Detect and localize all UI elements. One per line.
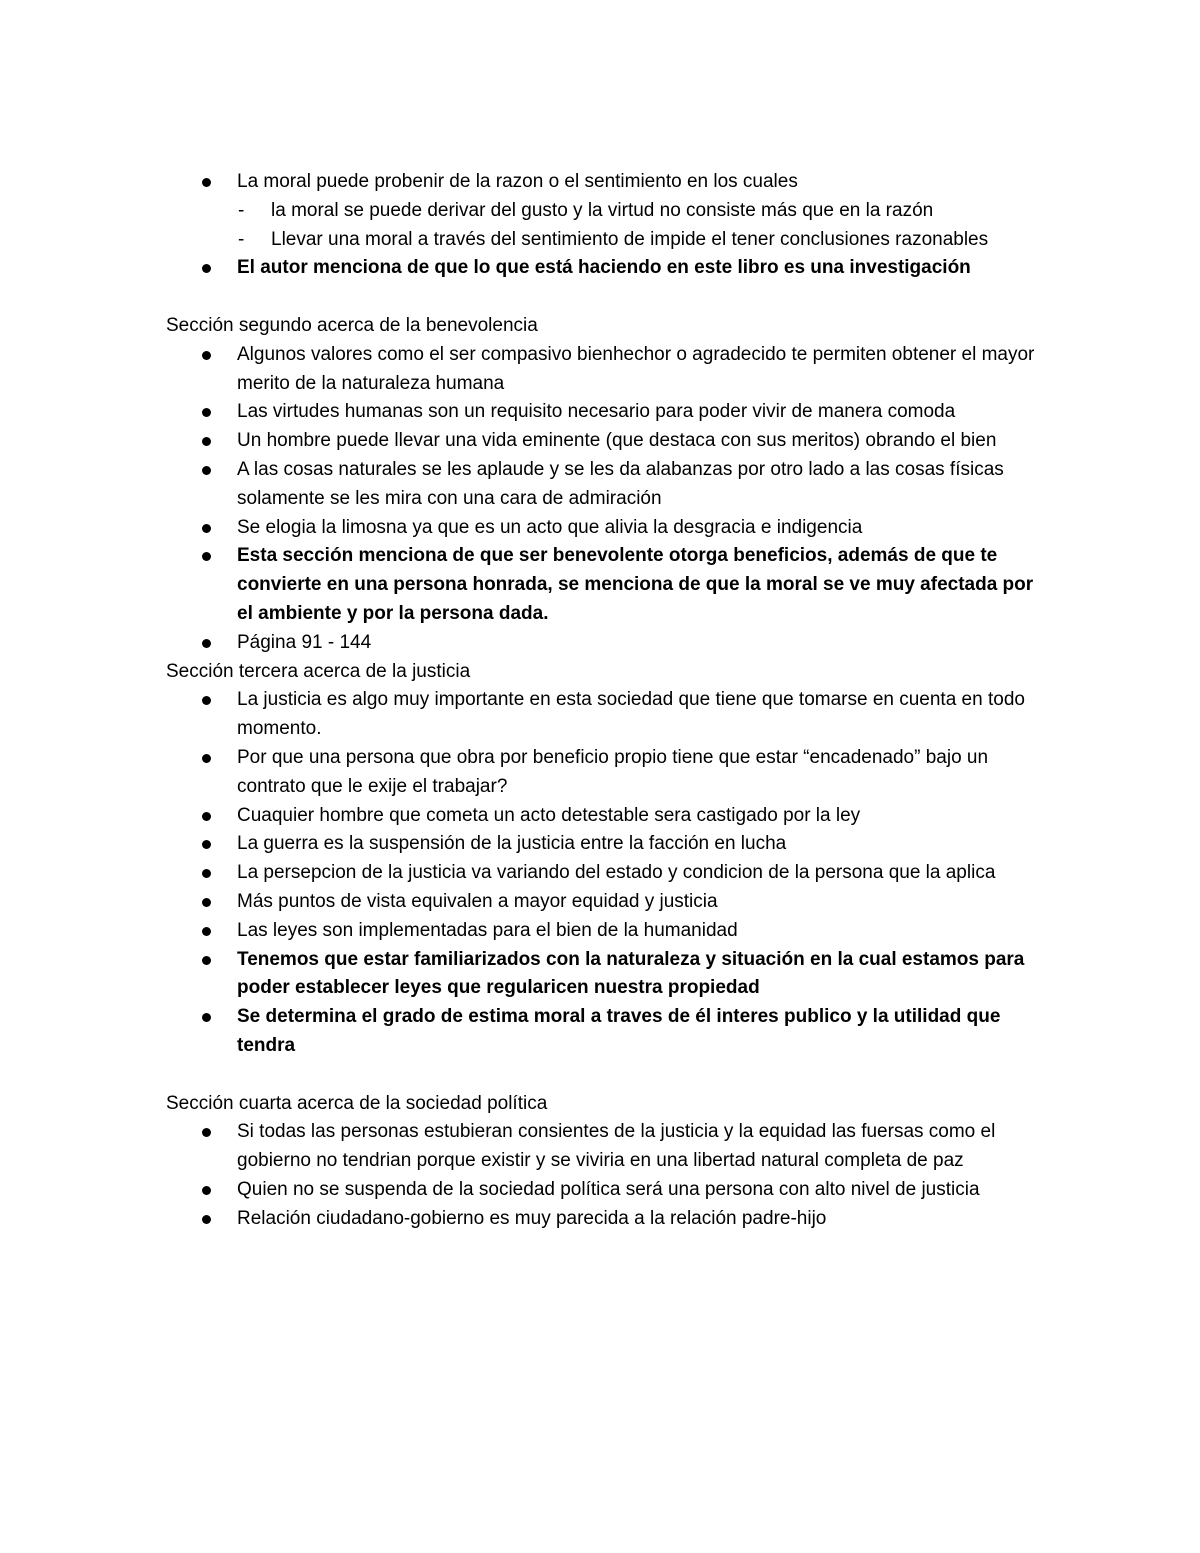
list-item-text: Se determina el grado de estima moral a traves de él interes publico y la utilidad que tendra <box>237 1006 1001 1056</box>
list-item-text: Un hombre puede llevar una vida eminente (que destaca con sus meritos) obrando el bien <box>237 430 997 452</box>
list-item <box>237 1176 1046 1205</box>
list-item <box>237 830 1046 859</box>
list-item <box>237 859 1046 888</box>
dash-marker: - <box>238 199 245 221</box>
list-item <box>237 254 1046 283</box>
list-item-text: Más puntos de vista equivalen a mayor equidad y justicia <box>237 890 718 912</box>
bullet-icon <box>202 639 211 648</box>
list-item-text: La persepcion de la justicia va variando del estado y condicion de la persona que la aplica <box>237 862 996 884</box>
list-item <box>237 802 1046 831</box>
list-item-text: Se elogia la limosna ya que es un acto que alivia la desgracia e indigencia <box>237 516 863 538</box>
list-item <box>237 946 1046 1004</box>
section-heading-justicia: Sección tercera acerca de la justicia <box>166 660 471 682</box>
list-item-text: Las leyes son implementadas para el bien de la humanidad <box>237 919 738 941</box>
list-item <box>237 629 1046 658</box>
bullet-icon <box>202 956 211 965</box>
list-item <box>237 427 1046 456</box>
list-item-text: La justicia es algo muy importante en esta sociedad que tiene que tomarse en cuenta en todo momento. <box>237 689 1025 740</box>
list-item-text: Cuaquier hombre que cometa un acto detestable sera castigado por la ley <box>237 804 861 826</box>
bullet-icon <box>202 264 211 273</box>
list-item-text: Las virtudes humanas son un requisito necesario para poder vivir de manera comoda <box>237 401 956 423</box>
list-item <box>237 917 1046 946</box>
list-item <box>237 888 1046 917</box>
document-body <box>166 168 1046 1233</box>
list-item <box>237 341 1046 399</box>
bullet-icon <box>202 840 211 849</box>
list-item <box>237 1205 1046 1234</box>
section-heading-benevolencia: Sección segundo acerca de la benevolencia <box>166 314 538 336</box>
sub-list <box>237 197 1046 255</box>
bullet-icon <box>202 1128 211 1137</box>
list-item-text: Relación ciudadano-gobierno es muy parecida a la relación padre-hijo <box>237 1207 827 1229</box>
list-item <box>237 514 1046 543</box>
bullet-icon <box>202 927 211 936</box>
list-item-text: Tenemos que estar familiarizados con la naturaleza y situación en la cual estamos para poder establecer leyes que regularicen nuestra propiedad <box>237 948 1025 999</box>
list-item-text: La moral puede probenir de la razon o el sentimiento en los cuales <box>237 171 798 192</box>
page-reference: Página 91 - 144 <box>237 631 372 653</box>
section-heading-sociedad-politica: Sección cuarta acerca de la sociedad política <box>166 1092 548 1114</box>
bullet-icon <box>202 1186 211 1195</box>
list-item-text: La guerra es la suspensión de la justicia entre la facción en lucha <box>237 833 787 855</box>
list-item <box>237 744 1046 802</box>
bullet-icon <box>202 178 211 187</box>
list-item <box>237 456 1046 514</box>
list-item <box>237 1003 1046 1061</box>
bullet-icon <box>202 437 211 446</box>
bullet-icon <box>202 754 211 763</box>
sociedad-politica-list <box>166 1118 1046 1233</box>
bullet-icon <box>202 524 211 533</box>
bullet-icon <box>202 869 211 878</box>
bullet-icon <box>202 466 211 475</box>
dash-marker: - <box>238 228 245 250</box>
list-item-text: A las cosas naturales se les aplaude y se les da alabanzas por otro lado a las cosas físicas solamente se les mira con una cara de admiración <box>237 458 1004 509</box>
sub-list-item <box>238 226 1046 255</box>
list-item-text: Algunos valores como el ser compasivo bienhechor o agradecido te permiten obtener el mayor merito de la naturaleza humana <box>237 343 1035 394</box>
list-item-text: Esta sección menciona de que ser benevolente otorga beneficios, además de que te convierte en una persona honrada, se menciona de que la moral se ve muy afectada por el ambiente y por la persona dada. <box>237 545 1034 624</box>
bullet-icon <box>202 351 211 360</box>
sub-list-item-text: Llevar una moral a través del sentimiento de impide el tener conclusiones razonables <box>271 228 989 250</box>
list-item <box>237 686 1046 744</box>
benevolencia-list <box>166 341 1046 658</box>
sub-list-item <box>238 197 1046 226</box>
list-item-text: El autor menciona de que lo que está haciendo en este libro es una investigación <box>237 257 971 279</box>
list-item-text: Por que una persona que obra por beneficio propio tiene que estar “encadenado” bajo un contrato que le exije el trabajar? <box>237 746 989 797</box>
list-item <box>237 168 1046 254</box>
bullet-icon <box>202 812 211 821</box>
bullet-icon <box>202 1215 211 1224</box>
sub-list-item-text: la moral se puede derivar del gusto y la virtud no consiste más que en la razón <box>271 199 934 221</box>
list-item-text: Quien no se suspenda de la sociedad política será una persona con alto nivel de justicia <box>237 1178 980 1200</box>
bullet-icon <box>202 898 211 907</box>
intro-list <box>166 168 1046 283</box>
justicia-list <box>166 686 1046 1060</box>
list-item <box>237 1118 1046 1176</box>
list-item <box>237 398 1046 427</box>
bullet-icon <box>202 696 211 705</box>
bullet-icon <box>202 552 211 561</box>
list-item <box>237 542 1046 628</box>
list-item-text: Si todas las personas estubieran consientes de la justicia y la equidad las fuersas como el gobierno no tendrian porque existir y se viviria en una libertad natural completa de paz <box>237 1121 996 1172</box>
bullet-icon <box>202 408 211 417</box>
bullet-icon <box>202 1013 211 1022</box>
